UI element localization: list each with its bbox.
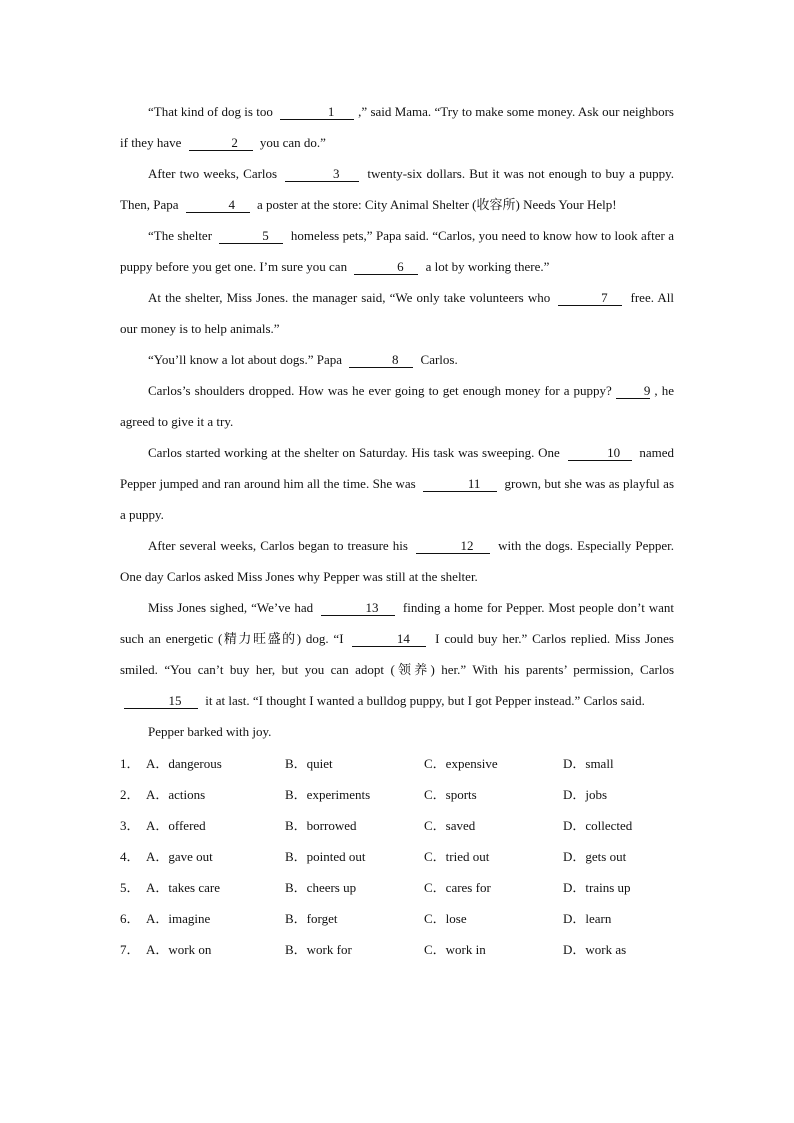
question-number: 3． bbox=[120, 818, 140, 833]
answer-option[interactable]: B．work for bbox=[285, 942, 352, 957]
passage-text: finding a home for Pepper. Most people don’t want such an energetic (精力旺盛的) dog. “I bbox=[120, 600, 674, 646]
passage-paragraph bbox=[120, 716, 674, 747]
question-number: 6． bbox=[120, 911, 140, 926]
passage-text: ,” said Mama. “Try to make some money. Ask our neighbors if they have bbox=[120, 104, 674, 150]
question-row bbox=[120, 778, 674, 809]
passage-text: Miss Jones sighed, “We’ve had bbox=[148, 600, 318, 615]
answer-blank-1[interactable]: 1 bbox=[280, 104, 354, 120]
answer-option[interactable]: A．work on bbox=[146, 942, 212, 957]
passage-paragraph bbox=[120, 530, 674, 592]
cloze-passage bbox=[120, 96, 674, 747]
answer-option[interactable]: C．cares for bbox=[424, 880, 491, 895]
passage-paragraph bbox=[120, 437, 674, 530]
answer-blank-11[interactable]: 11 bbox=[423, 476, 497, 492]
question-row bbox=[120, 840, 674, 871]
answer-option[interactable]: A．actions bbox=[146, 787, 206, 802]
answer-option[interactable]: B．quiet bbox=[285, 756, 333, 771]
passage-text: “The shelter bbox=[148, 228, 216, 243]
answer-option[interactable]: C．saved bbox=[424, 818, 476, 833]
passage-paragraph bbox=[120, 375, 674, 437]
passage-text: Pepper barked with joy. bbox=[148, 724, 272, 739]
passage-paragraph bbox=[120, 220, 674, 282]
passage-text: a poster at the store: City Animal Shelter (收容所) Needs Your Help! bbox=[253, 197, 617, 212]
answer-blank-4[interactable]: 4 bbox=[186, 197, 250, 213]
answer-option[interactable]: D．jobs bbox=[563, 787, 608, 802]
answer-option[interactable]: A．takes care bbox=[146, 880, 220, 895]
passage-text: Carlos’s shoulders dropped. How was he ever going to get enough money for a puppy? bbox=[148, 383, 616, 398]
passage-text: you can do.” bbox=[256, 135, 326, 150]
passage-text: After several weeks, Carlos began to treasure his bbox=[148, 538, 413, 553]
passage-text: with the dogs. Especially Pepper. One day Carlos asked Miss Jones why Pepper was still at the shelter. bbox=[120, 538, 674, 584]
question-number: 1． bbox=[120, 756, 140, 771]
passage-text: Carlos started working at the shelter on Saturday. His task was sweeping. One bbox=[148, 445, 564, 460]
answer-option[interactable]: D．work as bbox=[563, 942, 627, 957]
answer-option[interactable]: C．expensive bbox=[424, 756, 498, 771]
answer-blank-14[interactable]: 14 bbox=[352, 631, 426, 647]
passage-text: After two weeks, Carlos bbox=[148, 166, 282, 181]
answer-option[interactable]: A．imagine bbox=[146, 911, 211, 926]
passage-paragraph bbox=[120, 592, 674, 716]
answer-option[interactable]: B．forget bbox=[285, 911, 338, 926]
answer-option[interactable]: D．trains up bbox=[563, 880, 631, 895]
passage-text: At the shelter, Miss Jones. the manager said, “We only take volunteers who bbox=[148, 290, 555, 305]
question-row bbox=[120, 871, 674, 902]
answer-option[interactable]: D．gets out bbox=[563, 849, 627, 864]
answer-option[interactable]: C．sports bbox=[424, 787, 477, 802]
passage-text: it at last. “I thought I wanted a bulldog puppy, but I got Pepper instead.” Carlos said. bbox=[202, 693, 645, 708]
answer-options bbox=[120, 747, 674, 964]
answer-option[interactable]: D．learn bbox=[563, 911, 612, 926]
answer-blank-3[interactable]: 3 bbox=[285, 166, 359, 182]
answer-option[interactable]: A．gave out bbox=[146, 849, 213, 864]
answer-blank-7[interactable]: 7 bbox=[558, 290, 622, 306]
passage-text: “That kind of dog is too bbox=[148, 104, 277, 119]
question-row bbox=[120, 902, 674, 933]
answer-blank-12[interactable]: 12 bbox=[416, 538, 490, 554]
worksheet-page bbox=[120, 96, 674, 964]
question-row bbox=[120, 933, 674, 964]
passage-text: Carlos. bbox=[417, 352, 458, 367]
answer-blank-9[interactable]: 9 bbox=[616, 383, 651, 399]
passage-text: free. All our money is to help animals.” bbox=[120, 290, 674, 336]
question-row bbox=[120, 747, 674, 778]
answer-option[interactable]: C．lose bbox=[424, 911, 467, 926]
question-row bbox=[120, 809, 674, 840]
passage-paragraph bbox=[120, 96, 674, 158]
passage-paragraph bbox=[120, 158, 674, 220]
passage-text: I could buy her.” Carlos replied. Miss Jones smiled. “You can’t buy her, but you can adopt (领养) her.” With his parents’ permission, Carlos bbox=[120, 631, 674, 677]
answer-blank-2[interactable]: 2 bbox=[189, 135, 253, 151]
answer-blank-13[interactable]: 13 bbox=[321, 600, 395, 616]
answer-blank-5[interactable]: 5 bbox=[219, 228, 283, 244]
passage-text: a lot by working there.” bbox=[422, 259, 550, 274]
answer-option[interactable]: B．pointed out bbox=[285, 849, 366, 864]
passage-text: , he agreed to give it a try. bbox=[120, 383, 674, 429]
answer-option[interactable]: C．work in bbox=[424, 942, 486, 957]
question-number: 5． bbox=[120, 880, 140, 895]
answer-blank-15[interactable]: 15 bbox=[124, 693, 198, 709]
answer-option[interactable]: A．offered bbox=[146, 818, 206, 833]
answer-option[interactable]: B．experiments bbox=[285, 787, 371, 802]
answer-option[interactable]: A．dangerous bbox=[146, 756, 222, 771]
passage-text: twenty-six dollars. But it was not enough to buy a puppy. Then, Papa bbox=[120, 166, 674, 212]
answer-option[interactable]: B．borrowed bbox=[285, 818, 357, 833]
question-number: 7． bbox=[120, 942, 140, 957]
passage-paragraph bbox=[120, 344, 674, 375]
answer-blank-10[interactable]: 10 bbox=[568, 445, 632, 461]
passage-text: “You’ll know a lot about dogs.” Papa bbox=[148, 352, 346, 367]
passage-text: grown, but she was as playful as a puppy. bbox=[120, 476, 674, 522]
answer-blank-8[interactable]: 8 bbox=[349, 352, 413, 368]
answer-option[interactable]: D．collected bbox=[563, 818, 633, 833]
question-number: 4． bbox=[120, 849, 140, 864]
passage-text: named Pepper jumped and ran around him all the time. She was bbox=[120, 445, 674, 491]
answer-option[interactable]: C．tried out bbox=[424, 849, 490, 864]
answer-option[interactable]: B．cheers up bbox=[285, 880, 357, 895]
question-number: 2． bbox=[120, 787, 140, 802]
passage-text: homeless pets,” Papa said. “Carlos, you need to know how to look after a puppy before you get one. I’m sure you can bbox=[120, 228, 674, 274]
answer-blank-6[interactable]: 6 bbox=[354, 259, 418, 275]
answer-option[interactable]: D．small bbox=[563, 756, 614, 771]
passage-paragraph bbox=[120, 282, 674, 344]
